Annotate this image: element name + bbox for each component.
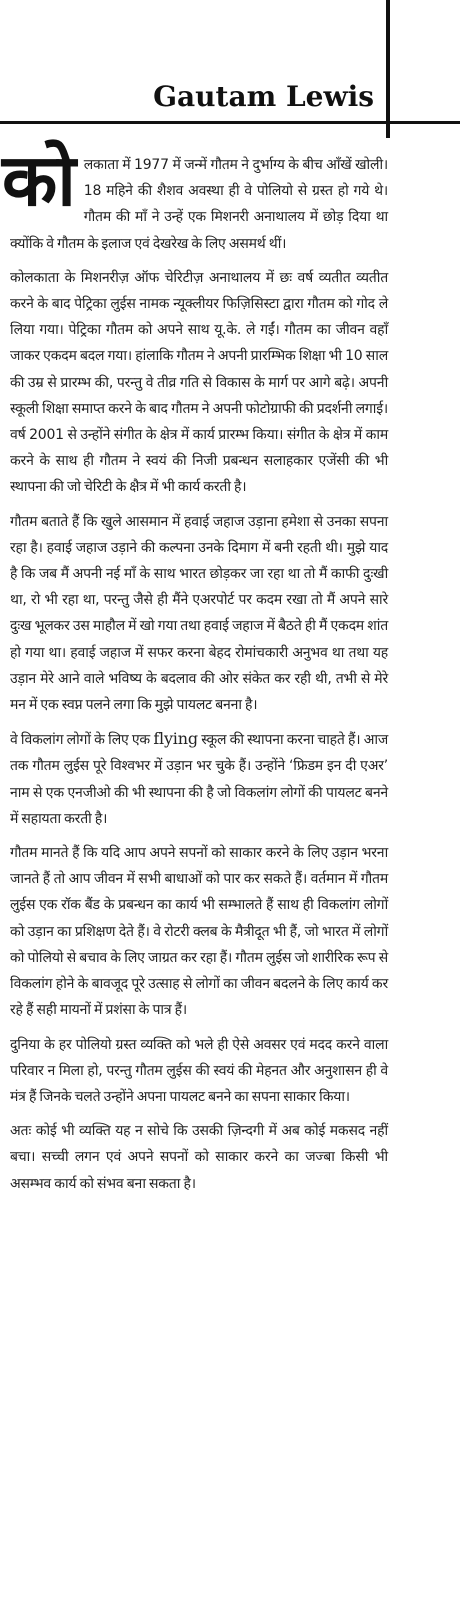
article-body: [2, 138, 389, 1205]
paragraph-4: [10, 726, 388, 832]
paragraph-7: [10, 1118, 388, 1197]
vertical-rule: [386, 0, 390, 138]
paragraph-5: [10, 840, 388, 1023]
horizontal-rule: [0, 121, 460, 124]
paragraph-2-text: कोलकाता के मिशनरीज़ ऑफ चेरिटीज़ अनाथालय में छः वर्ष व्यतीत व्यतीत करने के बाद पेट्रिका लुईस नामक न्यूक्लीयर फिज़िसिस्टा द्वारा गौतम को गोद ले लिया गया। पेट्रिका गौतम को अपने साथ यू.के. ले गईं। गौतम का जीवन वहाँ जाकर एकदम बदल गया। हांलाकि गौतम ने अपनी प्रारम्भिक शिक्षा भी 10 साल की उम्र से प्रारम्भ की, परन्तु वे तीव्र गति से विकास के मार्ग पर आगे बढ़े। अपनी स्कूली शिक्षा समाप्त करने के बाद गौतम ने अपनी फोटोग्राफी की प्रदर्शनी लगाई। वर्ष 2001 से उन्होंने संगीत के क्षेत्र में कार्य प्रारम्भ किया। संगीत के क्षेत्र में काम करने के साथ ही गौतम ने स्वयं की निजी प्रबन्धन सलाहकार एजेंसी की भी स्थापना की जो चेरिटी के क्षैत्र में भी कार्य करती है।: [10, 269, 388, 496]
paragraph-4-text-lead: वे विकलांग लोगों के लिए एक: [10, 732, 154, 749]
paragraph-2: [10, 265, 388, 501]
paragraph-5-text: गौतम मानते हैं कि यदि आप अपने सपनों को साकार करने के लिए उड़ान भरना जानते हैं तो आप जीवन में सभी बाधाओं को पार कर सकते हैं। वर्तमान में गौतम लुईस एक रॉक बैंड के प्रबन्धन का कार्य भी सम्भालते हैं साथ ही विकलांग लोगों को उड़ान का प्रशिक्षण देते हैं। वे रोटरी क्लब के मैत्रीदूत भी हैं, जो भारत में लोगों को पोलियो से बचाव के लिए जाग्रत कर रहा हैं। गौतम लुईस जो शारीरिक रूप से विकलांग होने के बावजूद पूरे उत्साह से लोगों का जीवन बदलने के लिए कार्य कर रहे हैं सही मायनों में प्रशंसा के पात्र हैं।: [10, 845, 388, 1019]
paragraph-4-latin-word: flying: [153, 729, 198, 749]
paragraph-6-text: दुनिया के हर पोलियो ग्रस्त व्यक्ति को भले ही ऐसे अवसर एवं मदद करने वाला परिवार न मिला हो, परन्तु गौतम लुईस की स्वयं की मेहनत और अनुशासन ही वे मंत्र हैं जिनके चलते उन्होंने अपना पायलट बनने का सपना साकार किया।: [10, 1036, 388, 1105]
paragraph-1: [2, 138, 388, 257]
paragraph-3: [10, 509, 388, 719]
paragraph-3-text: गौतम बताते हैं कि खुले आसमान में हवाई जहाज उड़ाना हमेशा से उनका सपना रहा है। हवाई जहाज उड़ाने की कल्पना उनके दिमाग में बनी रहती थी। मुझे याद है कि जब मैं अपनी नई माँ के साथ भारत छोड़कर जा रहा था तो मैं काफी दुःखी था, रो भी रहा था, परन्तु जैसे ही मैंने एअरपोर्ट पर कदम रखा तो मैं अपने सारे दुःख भूलकर उस माहौल में खो गया तथा हवाई जहाज में बैठते ही मैं एकदम शांत हो गया था। हवाई जहाज में सफर करना बेहद रोमांचकारी अनुभव था तथा यह उड़ान मेरे आने वाले भविष्य के बदलाव की ओर संकेत कर रही थी, तभी से मेरे मन में एक स्वप्न पलने लगा कि मुझे पायलट बनना है।: [10, 513, 388, 714]
paragraph-1-text: लकाता में 1977 में जन्में गौतम ने दुर्भाग्य के बीच आँखें खोली। 18 महिने की शैशव अवस्था ही वे पोलियो से ग्रस्त हो गये थे। गौतम की माँ ने उन्हें एक मिशनरी अनाथालय में छोड़ दिया था क्योंकि वे गौतम के इलाज एवं देखरेख के लिए असमर्थ थीं।: [10, 157, 388, 252]
paragraph-4-text-tail: स्कूल की स्थापना करना चाहते हैं। आज तक गौतम लुईस पूरे विश्वभर में उड़ान भर चुके हैं। उन्होंने ‘फ्रिडम इन दी एअर’ नाम से एक एनजीओ की भी स्थापना की है जो विकलांग लोगों की पायलट बनने में सहायता करती है।: [10, 732, 389, 827]
article-title: Gautam Lewis: [153, 80, 374, 113]
drop-cap: को: [2, 138, 76, 222]
paragraph-6: [10, 1032, 388, 1111]
paragraph-7-text: अतः कोई भी व्यक्ति यह न सोचे कि उसकी ज़िन्दगी में अब कोई मकसद नहीं बचा। सच्ची लगन एवं अपने सपनों को साकार करने का जज्बा किसी भी असम्भव कार्य को संभव बना सकता है।: [10, 1123, 388, 1192]
